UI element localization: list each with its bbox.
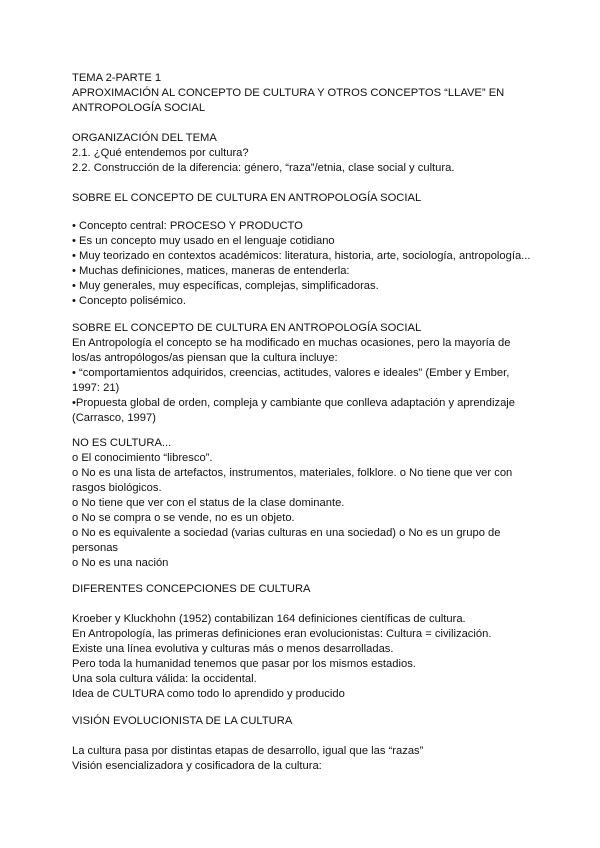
paragraph-line: 2.1. ¿Qué entendemos por cultura?: [72, 147, 249, 159]
bullet-item: • Muchas definiciones, matices, maneras de entenderla:: [72, 265, 350, 277]
list-item: rasgos biológicos.: [72, 482, 162, 494]
list-item: o No se compra o se vende, no es un objeto.: [72, 512, 295, 524]
list-item: o No tiene que ver con el status de la clase dominante.: [72, 497, 345, 509]
bullet-item: • Es un concepto muy usado en el lenguaje cotidiano: [72, 235, 335, 247]
section-evolucionista: [72, 744, 540, 774]
section-heading: ORGANIZACIÓN DEL TEMA: [72, 132, 217, 144]
bullet-item: • Concepto polisémico.: [72, 295, 186, 307]
paragraph-line: En Antropología el concepto se ha modificado en muchas ocasiones, pero la mayoría de: [72, 337, 511, 349]
section-concepciones-heading: [72, 582, 540, 597]
section-sobre-concepto-1-heading: [72, 191, 540, 206]
paragraph-line: los/as antropólogos/as piensan que la cultura incluye:: [72, 352, 338, 364]
bullet-item: • Muy generales, muy específicas, complejas, simplificadoras.: [72, 280, 379, 292]
section-concepciones: [72, 612, 540, 702]
section-sobre-concepto-1: [72, 219, 540, 309]
paragraph-line: La cultura pasa por distintas etapas de desarrollo, igual que las “razas”: [72, 745, 424, 757]
paragraph-line: •Propuesta global de orden, compleja y cambiante que conlleva adaptación y aprendizaje: [72, 397, 516, 409]
paragraph-line: Kroeber y Kluckhohn (1952) contabilizan 164 definiciones científicas de cultura.: [72, 613, 466, 625]
paragraph-line: 2.2. Construcción de la diferencia: género, “raza”/etnia, clase social y cultura.: [72, 162, 455, 174]
paragraph-line: Existe una línea evolutiva y culturas más o menos desarrolladas.: [72, 643, 394, 655]
paragraph-line: 1997: 21): [72, 382, 120, 394]
section-evolucionista-heading: [72, 714, 540, 729]
bullet-item: • Muy teorizado en contextos académicos: literatura, historia, arte, sociología, antropología...: [72, 250, 531, 262]
paragraph-line: Una sola cultura válida: la occidental.: [72, 673, 257, 685]
section-heading: SOBRE EL CONCEPTO DE CULTURA EN ANTROPOLOGÍA SOCIAL: [72, 192, 422, 204]
paragraph-line: En Antropología, las primeras definiciones eran evolucionistas: Cultura = civilización.: [72, 628, 492, 640]
paragraph-line: Idea de CULTURA como todo lo aprendido y producido: [72, 688, 345, 700]
paragraph-line: • “comportamientos adquiridos, creencias, actitudes, valores e ideales” (Ember y Ember,: [72, 367, 510, 379]
list-item: o No es equivalente a sociedad (varias culturas en una sociedad) o No es un grupo de: [72, 527, 501, 539]
paragraph-line: Pero toda la humanidad tenemos que pasar por los mismos estadios.: [72, 658, 416, 670]
paragraph-line: (Carrasco, 1997): [72, 412, 156, 424]
header-line: ANTROPOLOGÍA SOCIAL: [72, 102, 206, 114]
header-line: APROXIMACIÓN AL CONCEPTO DE CULTURA Y OTROS CONCEPTOS “LLAVE” EN: [72, 87, 505, 99]
paragraph-line: Visión esencializadora y cosificadora de la cultura:: [72, 760, 322, 772]
section-organizacion: [72, 131, 540, 176]
list-item: o No es una lista de artefactos, instrumentos, materiales, folklore. o No tiene que ver con: [72, 467, 513, 479]
section-heading: VISIÓN EVOLUCIONISTA DE LA CULTURA: [72, 715, 293, 727]
section-heading: DIFERENTES CONCEPCIONES DE CULTURA: [72, 583, 311, 595]
section-no-es-cultura: [72, 436, 540, 571]
list-item: o El conocimiento “libresco”.: [72, 452, 213, 464]
bullet-item: • Concepto central: PROCESO Y PRODUCTO: [72, 220, 303, 232]
section-heading: NO ES CULTURA...: [72, 437, 172, 449]
document-header: [72, 71, 540, 116]
list-item: o No es una nación: [72, 557, 169, 569]
section-heading: SOBRE EL CONCEPTO DE CULTURA EN ANTROPOLOGÍA SOCIAL: [72, 322, 422, 334]
section-sobre-concepto-2: [72, 321, 540, 426]
header-line: TEMA 2-PARTE 1: [72, 72, 162, 84]
list-item: personas: [72, 542, 119, 554]
